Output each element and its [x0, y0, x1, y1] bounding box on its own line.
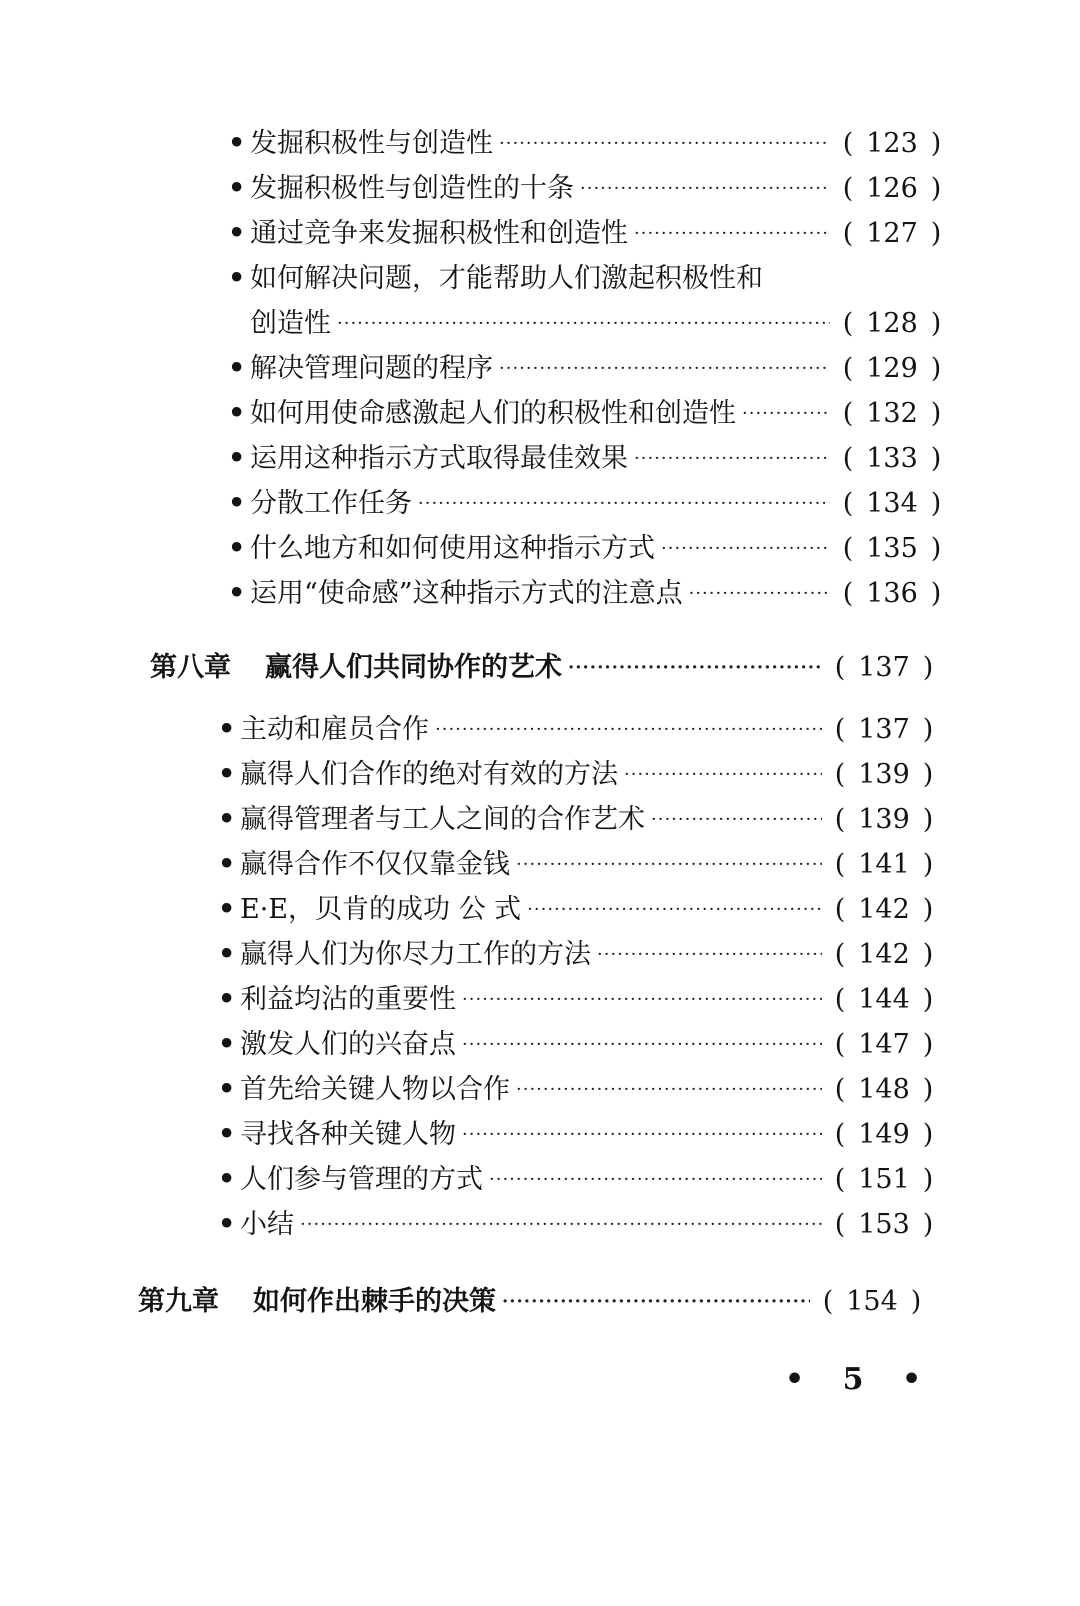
entry-page: ( 153 ) [834, 1209, 934, 1240]
entry-page: ( 139 ) [834, 804, 934, 835]
entry-title: 主动和雇员合作 [240, 714, 429, 745]
entry-page: ( 123 ) [842, 128, 942, 159]
toc-entry [228, 171, 948, 207]
bullet: • [218, 939, 236, 970]
bullet: • [228, 488, 246, 519]
dot-leader [418, 486, 830, 522]
entry-title: 赢得管理者与工人之间的合作艺术 [240, 804, 645, 835]
chapter-title: 赢得人们共同协作的艺术 [265, 652, 562, 683]
entry-page: ( 133 ) [842, 443, 942, 474]
entry-page: ( 126 ) [842, 173, 942, 204]
entry-page: ( 144 ) [834, 984, 934, 1015]
toc-entry [218, 1207, 940, 1243]
dot-leader [651, 802, 822, 838]
bullet: • [228, 353, 246, 384]
bullet: • [218, 1209, 236, 1240]
dot-leader [527, 892, 822, 928]
dot-leader [689, 576, 830, 612]
dot-leader [661, 531, 830, 567]
bullet: • [228, 443, 246, 474]
toc-entry [228, 486, 948, 522]
bullet: • [218, 1029, 236, 1060]
bullet: • [218, 1164, 236, 1195]
entry-page: ( 151 ) [834, 1164, 934, 1195]
toc-entry [218, 1072, 940, 1108]
page-number: • 5 • [785, 1362, 936, 1397]
entry-title: 通过竞争来发掘积极性和创造性 [250, 218, 628, 249]
toc-entry [218, 757, 940, 793]
bullet: • [218, 759, 236, 790]
toc-entry [218, 1117, 940, 1153]
bullet: • [218, 714, 236, 745]
bullet: • [228, 263, 246, 294]
dot-leader [624, 757, 822, 793]
toc-entry-line2 [228, 306, 948, 342]
dot-leader [580, 171, 830, 207]
bullet: • [218, 849, 236, 880]
toc-entry [218, 937, 940, 973]
dot-leader [742, 396, 830, 432]
dot-leader [337, 306, 830, 342]
toc-entry [228, 216, 948, 252]
entry-title: 如何用使命感激起人们的积极性和创造性 [250, 398, 736, 429]
entry-page: ( 147 ) [834, 1029, 934, 1060]
toc-entry [218, 712, 940, 748]
chapter-number: 第九章 [138, 1286, 219, 1317]
bullet: • [218, 984, 236, 1015]
chapter-page: ( 137 ) [834, 652, 934, 683]
entry-page: ( 135 ) [842, 533, 942, 564]
entry-title: 发掘积极性与创造性 [250, 128, 493, 159]
chapter-heading-8 [150, 650, 940, 686]
entry-page: ( 136 ) [842, 578, 942, 609]
entry-page: ( 127 ) [842, 218, 942, 249]
dot-leader [462, 1117, 822, 1153]
entry-title: 赢得合作不仅仅靠金钱 [240, 849, 510, 880]
dot-leader [462, 1027, 822, 1063]
entry-title: E·E，贝肯的成功 公 式 [240, 894, 522, 925]
entry-title: 运用“使命感”这种指示方式的注意点 [250, 578, 683, 609]
dot-leader [634, 441, 830, 477]
toc-entry [218, 802, 940, 838]
dot-leader [502, 1284, 810, 1320]
entry-title: 赢得人们为你尽力工作的方法 [240, 939, 591, 970]
bullet: • [218, 1074, 236, 1105]
toc-entry [218, 1162, 940, 1198]
entry-title: 人们参与管理的方式 [240, 1164, 483, 1195]
chapter-title: 如何作出棘手的决策 [253, 1286, 496, 1317]
entry-page: ( 137 ) [834, 714, 934, 745]
toc-entry [218, 892, 940, 928]
entry-title: 分散工作任务 [250, 488, 412, 519]
toc-entry [228, 531, 948, 567]
entry-page: ( 132 ) [842, 398, 942, 429]
bullet: • [218, 894, 236, 925]
entry-title: 如何解决问题，才能帮助人们激起积极性和 [250, 263, 763, 294]
bullet: • [218, 1119, 236, 1150]
chapter-number: 第八章 [150, 652, 231, 683]
entry-page: ( 141 ) [834, 849, 934, 880]
entry-title: 创造性 [250, 308, 331, 339]
toc-entry [228, 396, 948, 432]
dot-leader [462, 982, 822, 1018]
toc-entry [218, 847, 940, 883]
toc-entry [228, 351, 948, 387]
dot-leader [516, 1072, 822, 1108]
dot-leader [634, 216, 830, 252]
toc-entry [228, 441, 948, 477]
dot-leader [499, 126, 830, 162]
bullet: • [228, 533, 246, 564]
entry-page: ( 149 ) [834, 1119, 934, 1150]
dot-leader [516, 847, 822, 883]
bullet: • [228, 218, 246, 249]
entry-page: ( 148 ) [834, 1074, 934, 1105]
dot-leader [597, 937, 822, 973]
dot-leader [499, 351, 830, 387]
toc-entry [218, 982, 940, 1018]
dot-leader [568, 650, 822, 686]
entry-title: 首先给关键人物以合作 [240, 1074, 510, 1105]
chapter-heading-9 [138, 1284, 928, 1320]
dot-leader [435, 712, 822, 748]
bullet: • [228, 398, 246, 429]
entry-title: 什么地方和如何使用这种指示方式 [250, 533, 655, 564]
toc-entry-line1 [228, 261, 948, 297]
entry-page: ( 134 ) [842, 488, 942, 519]
entry-title: 运用这种指示方式取得最佳效果 [250, 443, 628, 474]
entry-page: ( 129 ) [842, 353, 942, 384]
entry-title: 利益均沾的重要性 [240, 984, 456, 1015]
entry-page: ( 128 ) [842, 308, 942, 339]
bullet: • [228, 173, 246, 204]
chapter-page: ( 154 ) [822, 1286, 922, 1317]
entry-title: 赢得人们合作的绝对有效的方法 [240, 759, 618, 790]
entry-title: 寻找各种关键人物 [240, 1119, 456, 1150]
entry-title: 发掘积极性与创造性的十条 [250, 173, 574, 204]
entry-page: ( 142 ) [834, 894, 934, 925]
toc-entry [228, 576, 948, 612]
entry-page: ( 142 ) [834, 939, 934, 970]
bullet: • [218, 804, 236, 835]
entry-title: 小结 [240, 1209, 294, 1240]
entry-page: ( 139 ) [834, 759, 934, 790]
entry-title: 激发人们的兴奋点 [240, 1029, 456, 1060]
bullet: • [228, 128, 246, 159]
dot-leader [300, 1207, 822, 1243]
bullet: • [228, 578, 246, 609]
dot-leader [489, 1162, 822, 1198]
toc-entry [228, 126, 948, 162]
entry-title: 解决管理问题的程序 [250, 353, 493, 384]
toc-entry [218, 1027, 940, 1063]
